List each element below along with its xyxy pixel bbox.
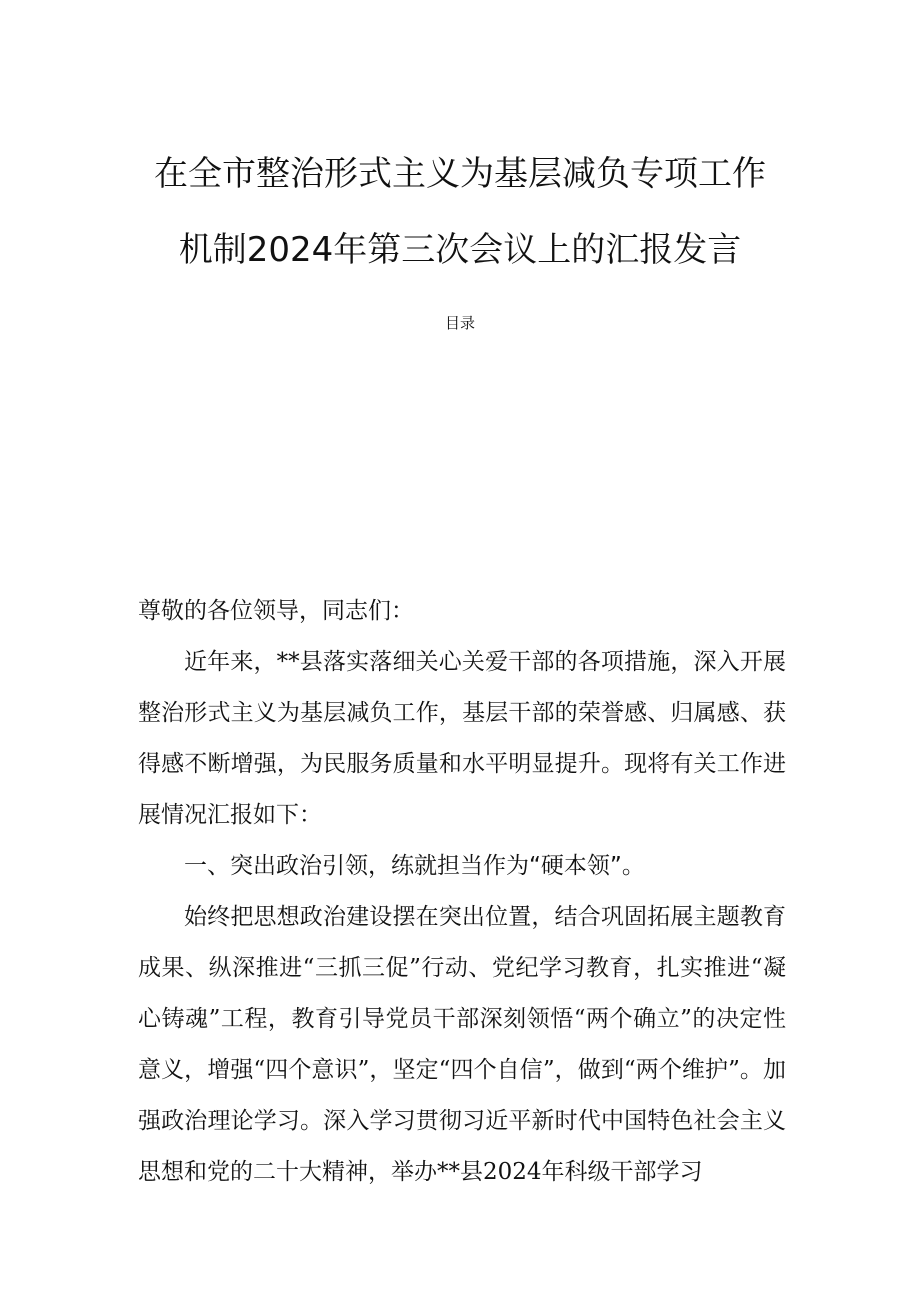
paragraph-intro: 近年来，**县落实落细关心关爱干部的各项措施，深入开展整治形式主义为基层减负工作，基层干部的荣誉感、归属感、获得感不断增强，为民服务质量和水平明显提升。现将有关工作进展情况汇报如下： (138, 649, 786, 828)
document-title-line-1: 在全市整治形式主义为基层减负专项工作 (154, 154, 766, 194)
section-heading-1: 一、突出政治引领，练就担当作为“硬本领”。 (184, 853, 645, 879)
document-body (138, 586, 786, 1198)
paragraph-section-1: 始终把思想政治建设摆在突出位置，结合巩固拓展主题教育成果、纵深推进“三抓三促”行动、党纪学习教育，扎实推进“凝心铸魂”工程，教育引导党员干部深刻领悟“两个确立”的决定性意义，增强“四个意识”，坚定“四个自信”，做到“两个维护”。加强政治理论学习。深入学习贯彻习近平新时代中国特色社会主义思想和党的二十大精神，举办**县2024年科级干部学习 (138, 904, 786, 1185)
document-title-line-2: 机制2024年第三次会议上的汇报发言 (178, 230, 742, 270)
salutation: 尊敬的各位领导，同志们： (138, 598, 414, 624)
table-of-contents-label: 目录 (444, 314, 475, 332)
